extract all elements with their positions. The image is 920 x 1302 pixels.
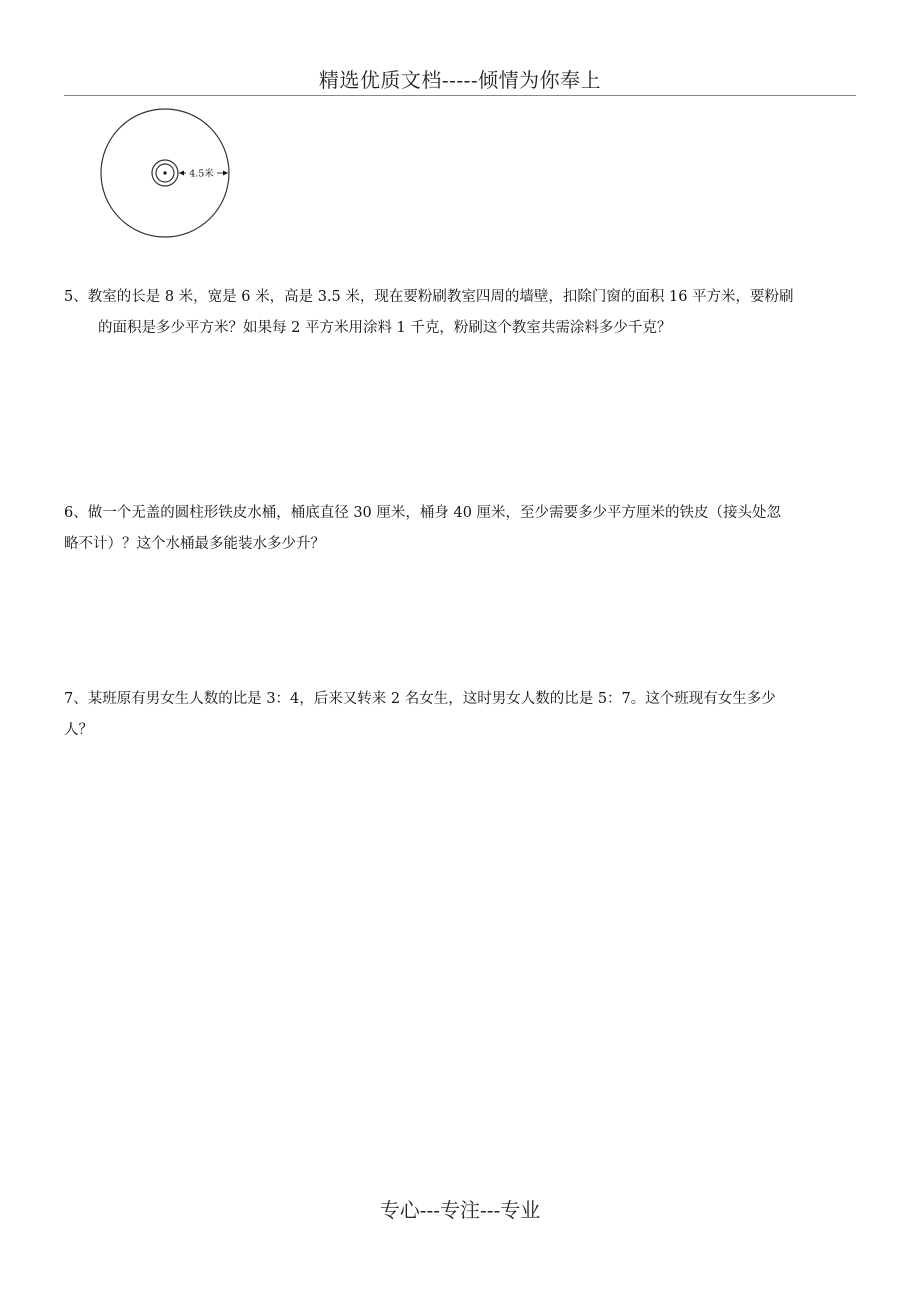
radius-arrow-head-left <box>179 171 184 176</box>
page-footer: 专心---专注---专业 <box>379 1198 541 1222</box>
question-5-line-2: 的面积是多少平方米？如果每 2 平方米用涂料 1 千克，粉刷这个教室共需涂料多少千克？ <box>98 320 672 336</box>
question-7-line-1: 7、某班原有男女生人数的比是 3：4，后来又转来 2 名女生，这时男女人数的比是 5：7。这个班现有女生多少 <box>64 691 776 707</box>
question-6-line-1: 6、做一个无盖的圆柱形铁皮水桶，桶底直径 30 厘米，桶身 40 厘米，至少需要多少平方厘米的铁皮（接头处忽 <box>64 505 782 521</box>
header-divider <box>64 95 856 96</box>
center-dot <box>163 171 166 174</box>
question-7-line-2: 人？ <box>64 722 93 738</box>
radius-arrow-head-right <box>223 171 228 176</box>
circle-diagram <box>95 104 235 242</box>
radius-label: 4.5米 <box>189 168 214 180</box>
question-6 <box>64 498 860 560</box>
question-7 <box>64 684 860 746</box>
question-5-line-1: 5、教室的长是 8 米，宽是 6 米，高是 3.5 米，现在要粉刷教室四周的墙壁，扣除门窗的面积 16 平方米，要粉刷 <box>64 289 794 305</box>
page-header-title: 精选优质文档-----倾情为你奉上 <box>318 68 602 92</box>
question-5 <box>64 282 860 344</box>
question-6-line-2: 略不计）？这个水桶最多能装水多少升？ <box>64 536 325 552</box>
